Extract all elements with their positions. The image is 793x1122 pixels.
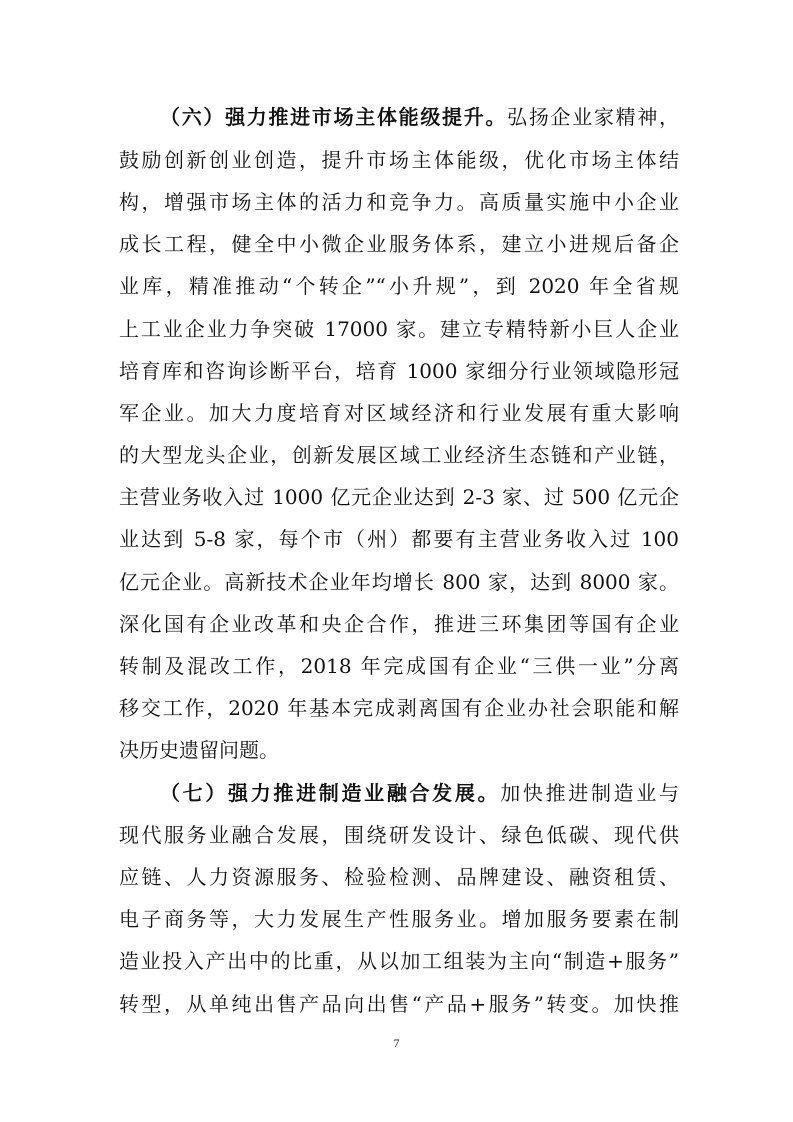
section-6-heading: （六）强力推进市场主体能级提升。 <box>160 105 508 129</box>
paragraph-line: 主营业务收入过 1000 亿元企业达到 2-3 家、过 500 亿元企 <box>119 485 679 509</box>
paragraph-line: 的大型龙头企业，创新发展区域工业经济生态链和产业链， <box>119 443 679 467</box>
section-7-heading: （七）强力推进制造业融合发展。 <box>160 781 501 805</box>
paragraph-line: 电子商务等，大力发展生产性服务业。增加服务要素在制 <box>119 907 679 931</box>
paragraph-line: 转型，从单纯出售产品向出售“产品+服务”转变。加快推 <box>119 992 679 1016</box>
paragraph-line: 亿元企业。高新技术企业年均增长 800 家，达到 8000 家。 <box>119 570 679 594</box>
paragraph-line: 弘扬企业家精神， <box>507 105 680 129</box>
paragraph-line: 上工业企业力争突破 17000 家。建立专精特新小巨人企业 <box>119 317 679 341</box>
paragraph-line: 构，增强市场主体的活力和竞争力。高质量实施中小企业 <box>119 190 679 214</box>
paragraph-line: 军企业。加大力度培育对区域经济和行业发展有重大影响 <box>119 401 679 425</box>
paragraph-line: 现代服务业融合发展，围绕研发设计、绿色低碳、现代供 <box>119 823 679 847</box>
paragraph-last-line: 决历史遗留问题。 <box>119 738 279 762</box>
paragraph-line: 应链、人力资源服务、检验检测、品牌建设、融资租赁、 <box>119 865 679 889</box>
paragraph-line: 培育库和咨询诊断平台，培育 1000 家细分行业领域隐形冠 <box>119 359 679 383</box>
paragraph-line: 成长工程，健全中小微企业服务体系，建立小进规后备企 <box>119 232 679 256</box>
section-6-first-line <box>160 103 679 131</box>
paragraph-line: 加快推进制造业与 <box>500 781 680 805</box>
paragraph-line: 鼓励创新创业创造，提升市场主体能级，优化市场主体结 <box>119 148 679 172</box>
page-number: 7 <box>393 1036 400 1050</box>
paragraph-line: 移交工作，2020 年基本完成剥离国有企业办社会职能和解 <box>119 696 679 720</box>
paragraph-line: 业达到 5-8 家，每个市（州）都要有主营业务收入过 100 <box>119 527 679 551</box>
paragraph-line: 业库，精准推动“个转企”“小升规”，到 2020 年全省规 <box>119 274 679 298</box>
paragraph-line: 转制及混改工作，2018 年完成国有企业“三供一业”分离 <box>119 654 679 678</box>
section-7-first-line <box>160 779 679 807</box>
paragraph-line: 造业投入产出中的比重，从以加工组装为主向“制造+服务” <box>119 949 679 973</box>
paragraph-line: 深化国有企业改革和央企合作，推进三环集团等国有企业 <box>119 612 679 636</box>
